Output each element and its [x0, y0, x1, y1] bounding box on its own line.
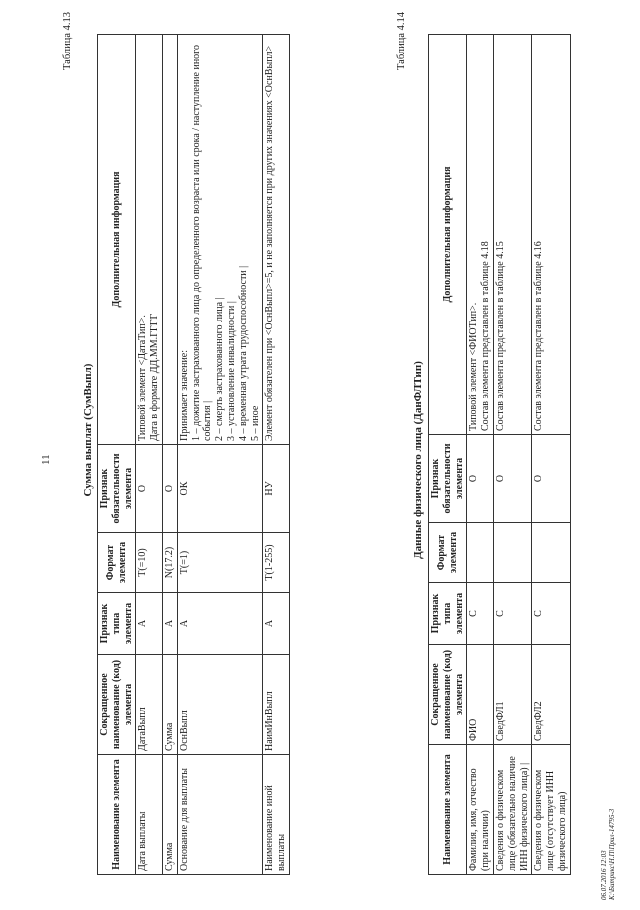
cell-type: С [467, 583, 494, 645]
cell-info [162, 35, 177, 445]
cell-format [493, 523, 531, 583]
cell-name: Сумма [162, 755, 177, 875]
footer-stamp [600, 809, 617, 900]
cell-code: Сумма [162, 655, 177, 755]
cell-format: Т(1-255) [263, 533, 290, 593]
cell-name: Дата выплаты [136, 755, 163, 875]
cell-name: Фамилия, имя, отчество (при наличии) [467, 745, 494, 875]
header-info: Дополнительная информация [429, 35, 467, 435]
cell-required: НУ [263, 445, 290, 533]
cell-required: О [162, 445, 177, 533]
cell-type: А [177, 593, 263, 655]
page-number: 11 [40, 454, 52, 465]
header-format: Формат элемента [98, 533, 136, 593]
cell-required: О [136, 445, 163, 533]
table-sum-payments [97, 34, 290, 875]
table-4-14-title: Данные физического лица (ДанФЛТип) [412, 361, 424, 559]
cell-code: СведФЛ1 [493, 645, 531, 745]
table-person-data [428, 34, 571, 875]
table-4-13-title: Сумма выплат (СумВыпл) [82, 363, 94, 497]
header-code: Сокращенное наименование (код) элемента [98, 655, 136, 755]
cell-info: Состав элемента представлен в таблице 4.16 [532, 35, 570, 435]
cell-code: ОснВыпл [177, 655, 263, 755]
header-name: Наименование элемента [98, 755, 136, 875]
table-row [177, 35, 263, 875]
cell-name: Наименование иной выплаты [263, 755, 290, 875]
cell-code: ФИО [467, 645, 494, 745]
cell-format: N(17.2) [162, 533, 177, 593]
footer-path: К:\Битрикс\Н.П\Прил-14795-3 [608, 808, 617, 900]
cell-format [467, 523, 494, 583]
header-format: Формат элемента [429, 523, 467, 583]
table-row [136, 35, 163, 875]
cell-info: Типовой элемент <ФИОТип>. Состав элемента представлен в таблице 4.18 [467, 35, 494, 435]
cell-type: С [493, 583, 531, 645]
cell-name: Сведения о физическом лице (обязательно наличие ИНН физического лица) | [493, 745, 531, 875]
cell-required: О [493, 435, 531, 523]
table-row [263, 35, 290, 875]
cell-info: Типовой элемент <ДатаТип>. Дата в формате ДД.ММ.ГГГГ [136, 35, 163, 445]
cell-format: Т(=10) [136, 533, 163, 593]
table-row [162, 35, 177, 875]
cell-required: О [467, 435, 494, 523]
cell-code: ДатаВыпл [136, 655, 163, 755]
header-required: Признак обязательности элемента [429, 435, 467, 523]
cell-info: Элемент обязателен при <ОснВыпл>=5, и не заполняется при других значениях <ОснВыпл> [263, 35, 290, 445]
cell-type: А [136, 593, 163, 655]
footer-date: 06.07.2016 12:03 [600, 850, 608, 900]
table-row [532, 35, 570, 875]
header-type: Признак типа элемента [429, 583, 467, 645]
cell-format: Т(=1) [177, 533, 263, 593]
cell-type: А [263, 593, 290, 655]
cell-name: Сведения о физическом лице (отсутствует ИНН физического лица) [532, 745, 570, 875]
table-row [493, 35, 531, 875]
header-row [429, 35, 467, 875]
cell-format [532, 523, 570, 583]
cell-name: Основание для выплаты [177, 755, 263, 875]
cell-info: Состав элемента представлен в таблице 4.15 [493, 35, 531, 435]
table-4-13-label: Таблица 4.13 [62, 11, 73, 70]
header-row [98, 35, 136, 875]
cell-code: НаимИнВыпл [263, 655, 290, 755]
table-4-14-label: Таблица 4.14 [396, 11, 407, 70]
cell-code: СведФЛ2 [532, 645, 570, 745]
header-info: Дополнительная информация [98, 35, 136, 445]
header-required: Признак обязательности элемента [98, 445, 136, 533]
header-code: Сокращенное наименование (код) элемента [429, 645, 467, 745]
cell-type: А [162, 593, 177, 655]
table-row [467, 35, 494, 875]
cell-required: О [532, 435, 570, 523]
cell-info: Принимает значение: 1 – дожитие застрахованного лица до определенного возраста или срока / наступление иного события | 2 – смерть застрахованного лица | 3 – установление инвалидности | 4 – временная утрата трудоспособности | 5 – иное [177, 35, 263, 445]
cell-type: С [532, 583, 570, 645]
header-type: Признак типа элемента [98, 593, 136, 655]
cell-required: ОК [177, 445, 263, 533]
header-name: Наименование элемента [429, 745, 467, 875]
